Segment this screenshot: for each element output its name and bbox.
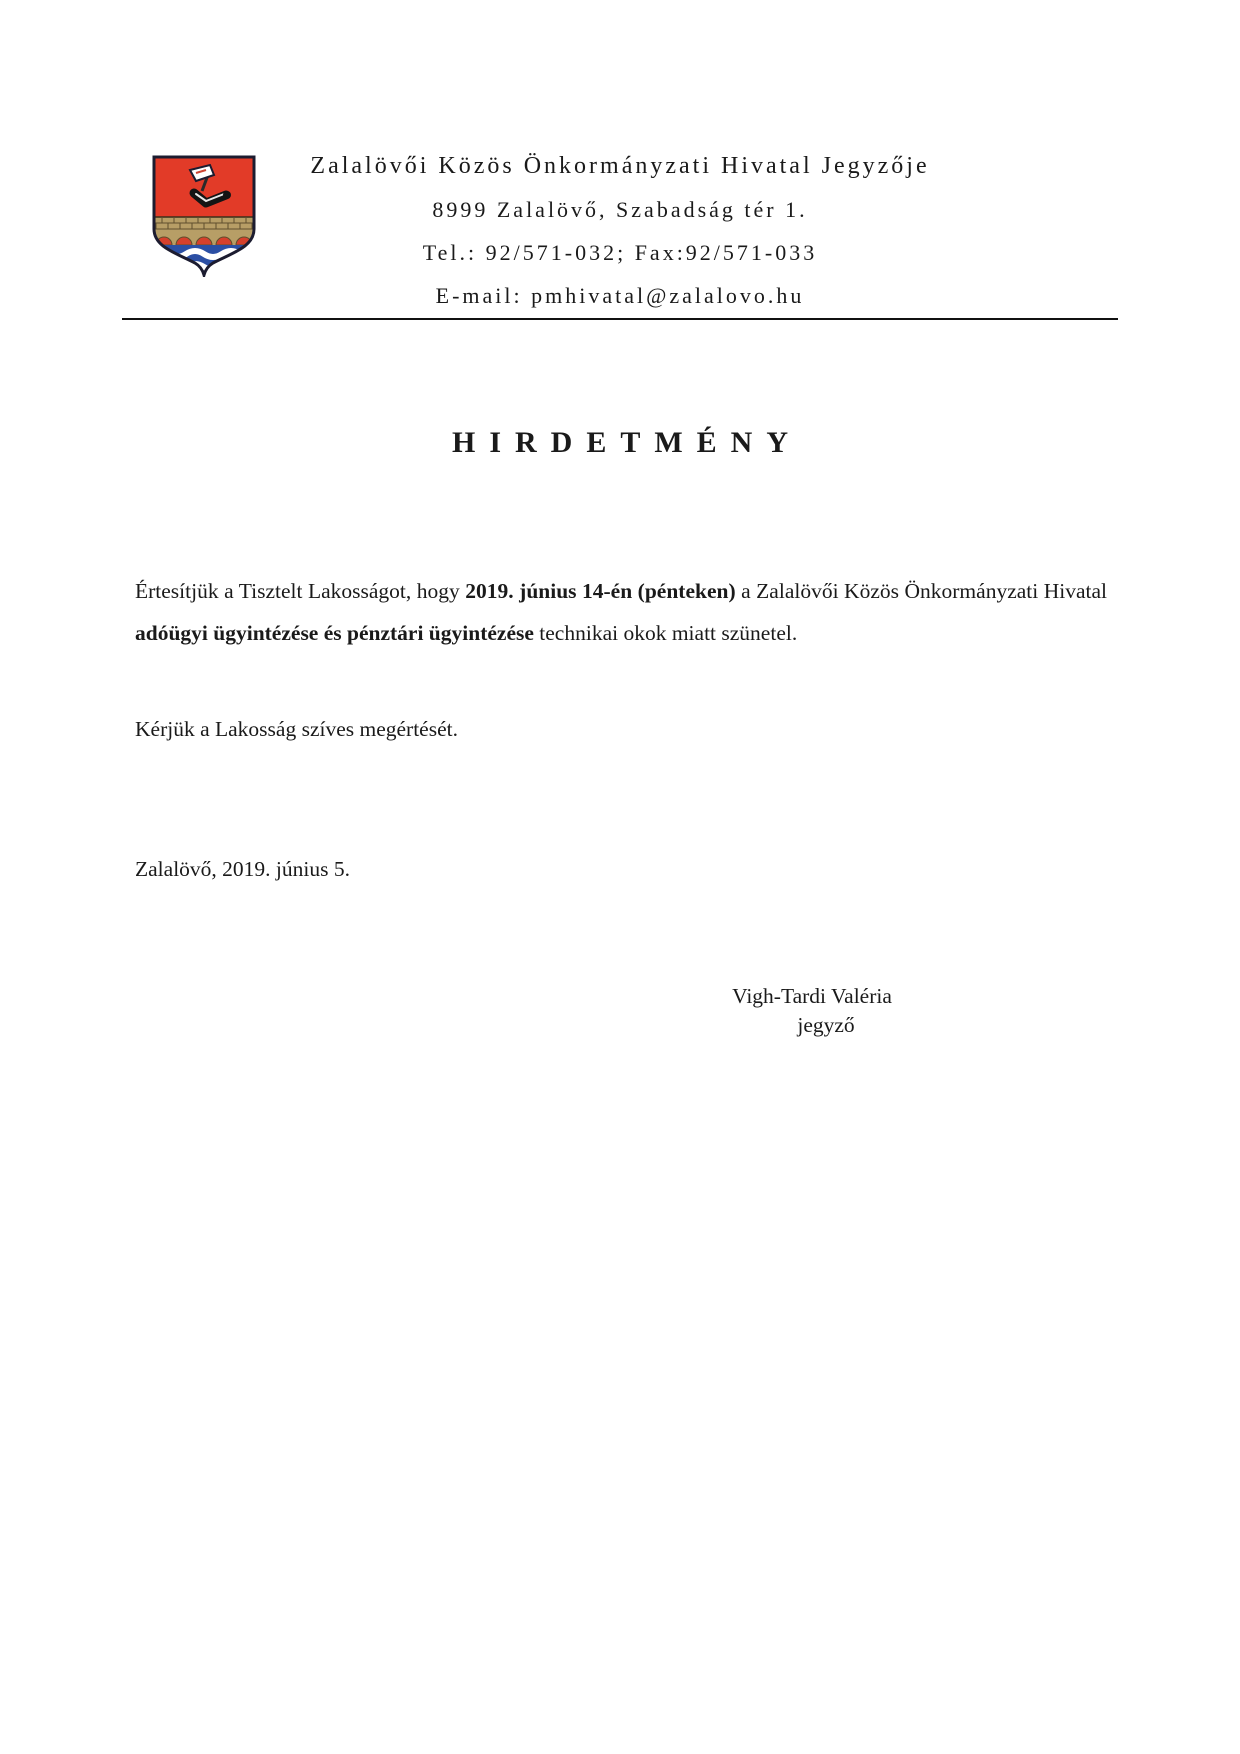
letterhead: [0, 145, 1240, 317]
notice-title: HIRDETMÉNY: [451, 426, 802, 459]
letterhead-address: 8999 Zalalövő, Szabadság tér 1.: [432, 197, 808, 222]
letterhead-email: E-mail: pmhivatal@zalalovo.hu: [435, 283, 805, 308]
signature-block: [662, 982, 962, 1040]
paragraph-segment: technikai okok miatt szünetel.: [533, 621, 798, 645]
letterhead-org-name: Zalalövői Közös Önkormányzati Hivatal Jegyzője: [310, 153, 930, 179]
notice-dateline: Zalalövő, 2019. június 5.: [135, 857, 350, 881]
notice-paragraph-main: [135, 570, 1107, 654]
signature-role: jegyző: [797, 1013, 855, 1037]
signature-name: Vigh-Tardi Valéria: [732, 984, 892, 1008]
letterhead-phone-fax: Tel.: 92/571-032; Fax:92/571-033: [422, 240, 818, 265]
paragraph-segment: Értesítjük a Tisztelt Lakosságot, hogy: [135, 579, 466, 603]
paragraph-segment: a Zalalövői Közös Önkormányzati Hivatal: [735, 579, 1108, 603]
letterhead-divider: [122, 318, 1118, 320]
notice-paragraph-closing: Kérjük a Lakosság szíves megértését.: [135, 717, 458, 741]
paragraph-bold-segment: 2019. június 14-én (pénteken): [465, 579, 736, 603]
paragraph-bold-segment: adóügyi ügyintézése és pénztári ügyintézése: [135, 621, 534, 645]
